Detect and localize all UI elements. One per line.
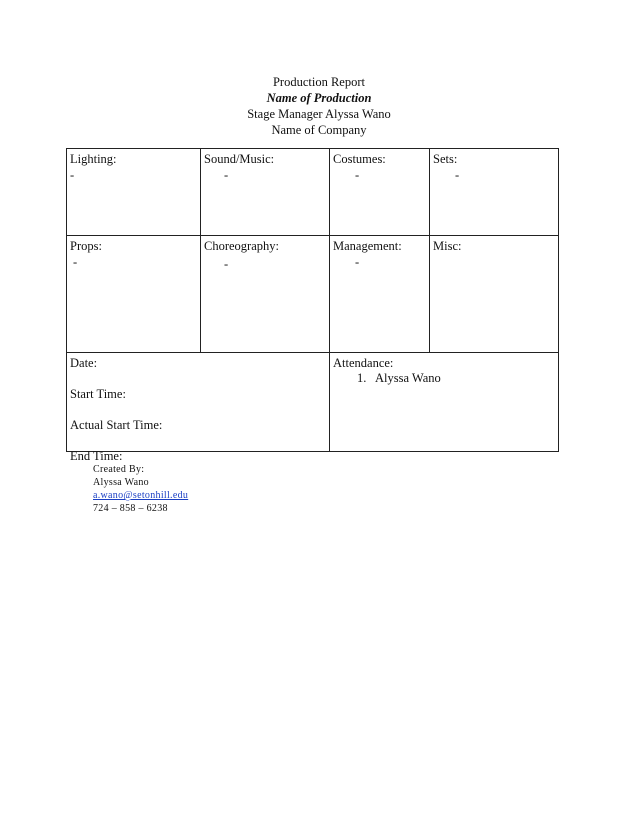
choreography-label: Choreography: [204,239,279,253]
attendance-item-name: Alyssa Wano [375,371,441,385]
end-time-label: End Time: [70,449,123,463]
sound-music-label: Sound/Music: [204,152,275,166]
props-cell [67,236,200,273]
report-title: Production Report [272,75,365,89]
props-label: Props: [70,239,102,253]
costumes-cell [330,149,429,186]
company-name: Name of Company [271,123,367,137]
attendance-item [333,371,555,386]
management-label: Management: [333,239,402,253]
production-report-table [66,148,559,463]
costumes-label: Costumes: [333,152,386,166]
attendance-cell [330,353,558,389]
lighting-cell [67,149,200,186]
choreography-cell [201,236,329,275]
lighting-value: - [70,168,75,182]
sound-music-value: - [224,168,229,182]
choreography-value: - [224,257,229,271]
report-header [0,74,638,138]
management-value: - [355,255,360,269]
props-value: - [73,255,78,269]
production-name: Name of Production [266,91,372,105]
sets-cell [430,149,558,186]
management-cell [330,236,429,273]
column-divider [329,149,330,451]
creator-email-link[interactable]: a.wano@setonhill.edu [93,490,189,501]
sets-label: Sets: [433,152,458,166]
start-time-label: Start Time: [70,387,126,401]
lighting-label: Lighting: [70,152,117,166]
sets-value: - [455,168,460,182]
stage-manager-line: Stage Manager Alyssa Wano [247,107,391,121]
sound-music-cell [201,149,329,186]
costumes-value: - [355,168,360,182]
date-label: Date: [70,356,98,370]
created-by-block [93,463,188,515]
misc-label: Misc: [433,239,462,253]
creator-name: Alyssa Wano [93,477,149,488]
creator-phone: 724 – 858 – 6238 [93,503,168,514]
actual-start-time-label: Actual Start Time: [70,418,163,432]
attendance-item-number: 1. [357,371,367,385]
attendance-label: Attendance: [333,356,394,370]
misc-cell [430,236,558,258]
created-by-label: Created By: [93,464,145,475]
schedule-cell [67,353,329,467]
